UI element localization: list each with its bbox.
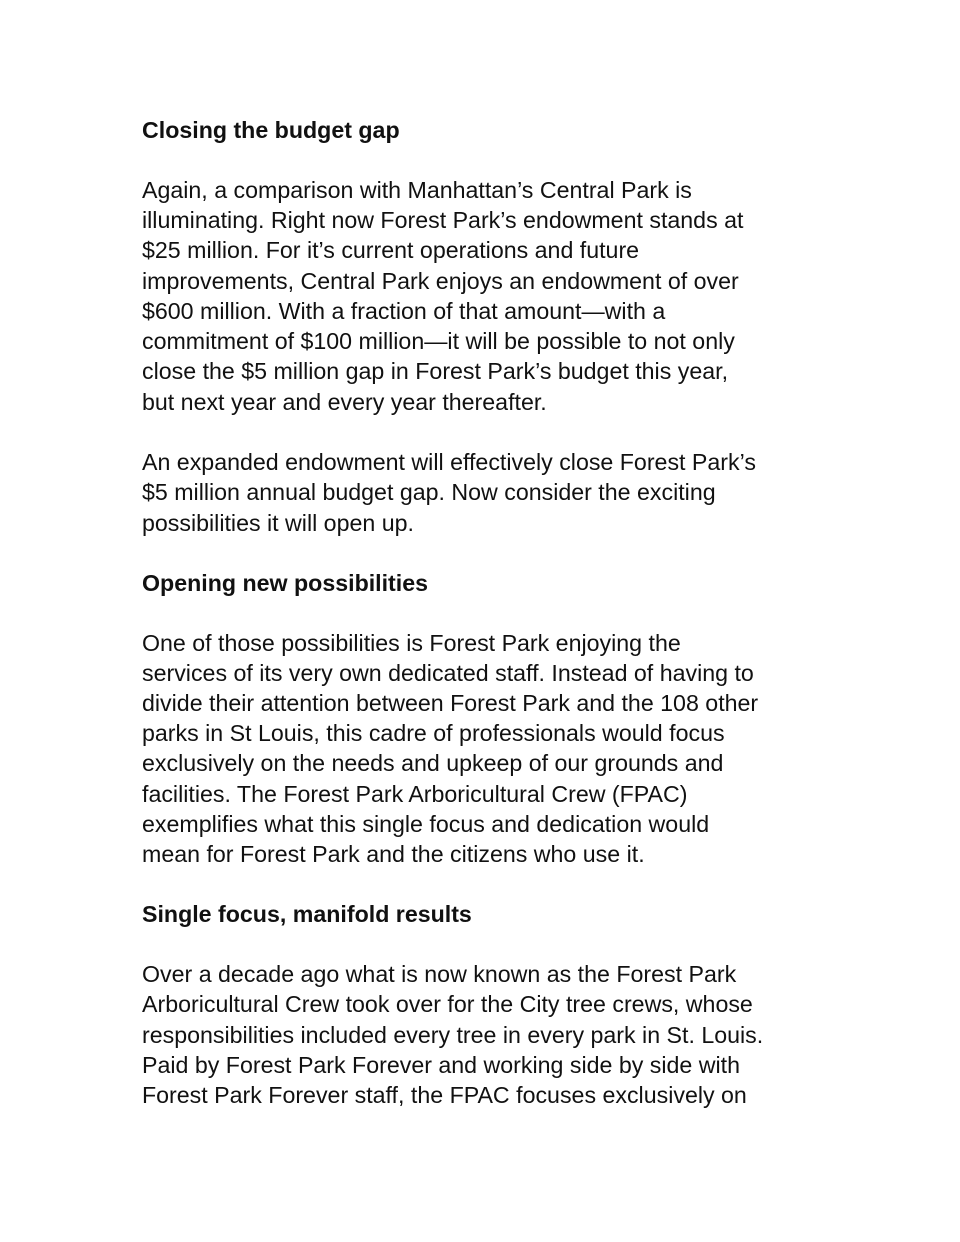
paragraph-line: but next year and every year thereafter. [142, 389, 547, 415]
paragraph-line: commitment of $100 million—it will be possible to not only [142, 328, 735, 354]
paragraph-line: exclusively on the needs and upkeep of our grounds and [142, 750, 724, 776]
paragraph-line: parks in St Louis, this cadre of professionals would focus [142, 720, 725, 746]
section-heading-new-possibilities: Opening new possibilities [142, 570, 429, 596]
paragraph-line: improvements, Central Park enjoys an endowment of over [142, 268, 739, 294]
paragraph-line: close the $5 million gap in Forest Park’s budget this year, [142, 358, 729, 384]
paragraph-line: mean for Forest Park and the citizens who use it. [142, 841, 645, 867]
paragraph-line: $5 million annual budget gap. Now consider the exciting [142, 479, 716, 505]
paragraph-line: An expanded endowment will effectively close Forest Park’s [142, 449, 756, 475]
paragraph-line: Over a decade ago what is now known as the Forest Park [142, 961, 737, 987]
paragraph-line: possibilities it will open up. [142, 510, 414, 536]
paragraph-line: Again, a comparison with Manhattan’s Central Park is [142, 177, 692, 203]
paragraph-line: divide their attention between Forest Park and the 108 other [142, 690, 759, 716]
paragraph-line: Forest Park Forever staff, the FPAC focuses exclusively on [142, 1082, 747, 1108]
paragraph-line: responsibilities included every tree in every park in St. Louis. [142, 1022, 764, 1048]
paragraph-line: Paid by Forest Park Forever and working side by side with [142, 1052, 740, 1078]
paragraph-line: exemplifies what this single focus and dedication would [142, 811, 710, 837]
paragraph-line: $600 million. With a fraction of that amount—with a [142, 298, 666, 324]
paragraph-line: services of its very own dedicated staff. Instead of having to [142, 660, 754, 686]
paragraph-line: One of those possibilities is Forest Park enjoying the [142, 630, 681, 656]
paragraph-line: $25 million. For it’s current operations and future [142, 237, 640, 263]
paragraph-line: facilities. The Forest Park Arboricultural Crew (FPAC) [142, 781, 688, 807]
paragraph-line: Arboricultural Crew took over for the City tree crews, whose [142, 991, 753, 1017]
section-heading-budget-gap: Closing the budget gap [142, 117, 400, 143]
section-heading-single-focus: Single focus, manifold results [142, 901, 472, 927]
paragraph-line: illuminating. Right now Forest Park’s endowment stands at [142, 207, 744, 233]
